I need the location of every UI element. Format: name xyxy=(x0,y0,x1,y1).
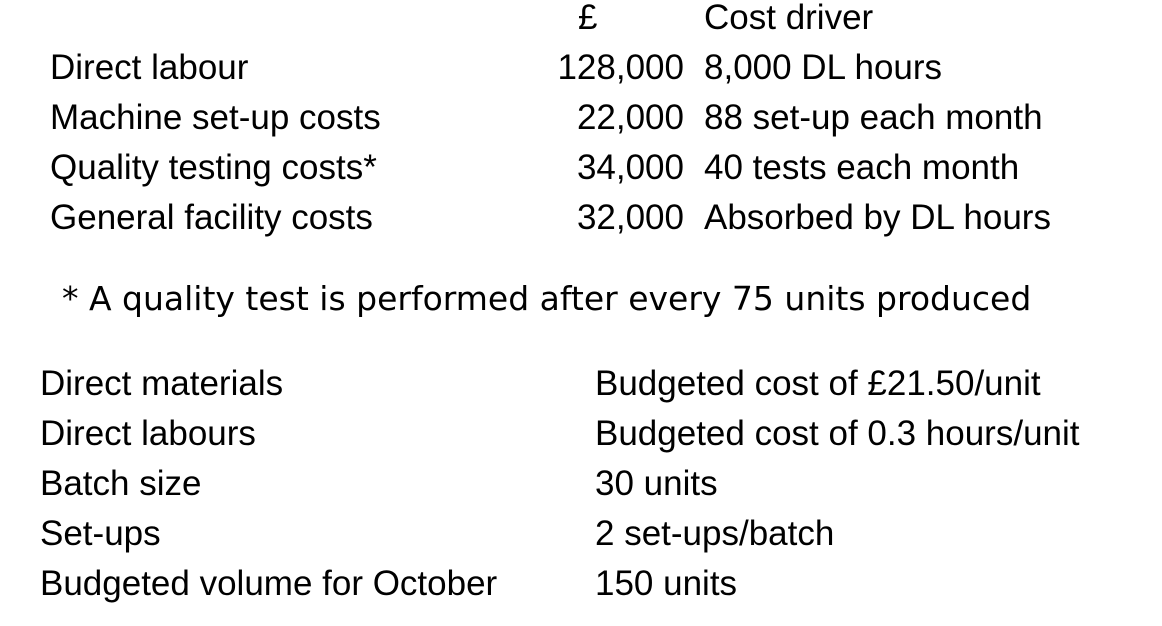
cost-row-label: Machine set-up costs xyxy=(50,98,381,137)
cost-row-label: Quality testing costs* xyxy=(50,148,377,187)
cost-row-amount: 22,000 xyxy=(576,98,684,137)
cost-row-amount: 32,000 xyxy=(576,198,684,237)
budget-row-label: Batch size xyxy=(40,464,202,503)
budget-row-value: 2 set-ups/batch xyxy=(595,514,835,553)
budget-row-label: Budgeted volume for October xyxy=(40,564,498,603)
cost-row-label: General facility costs xyxy=(50,198,373,237)
cost-row-driver: 88 set-up each month xyxy=(704,98,1043,137)
budget-row-value: Budgeted cost of £21.50/unit xyxy=(595,364,1041,403)
currency-header: £ xyxy=(578,0,598,37)
cost-row-driver: 8,000 DL hours xyxy=(704,48,943,87)
cost-row-label: Direct labour xyxy=(50,48,249,87)
cost-driver-header: Cost driver xyxy=(704,0,874,37)
cost-row-amount: 128,000 xyxy=(557,48,684,87)
budget-row-label: Set-ups xyxy=(40,514,161,553)
budget-row-label: Direct materials xyxy=(40,364,284,403)
budget-row-value: 30 units xyxy=(595,464,718,503)
cost-row-driver: 40 tests each month xyxy=(704,148,1020,187)
cost-row-amount: 34,000 xyxy=(576,148,684,187)
budget-row-value: Budgeted cost of 0.3 hours/unit xyxy=(595,414,1080,453)
budget-row-value: 150 units xyxy=(595,564,738,603)
quality-test-footnote: * A quality test is performed after every 75 units produced xyxy=(62,279,1032,318)
cost-row-driver: Absorbed by DL hours xyxy=(704,198,1051,237)
budget-row-label: Direct labours xyxy=(40,414,256,453)
